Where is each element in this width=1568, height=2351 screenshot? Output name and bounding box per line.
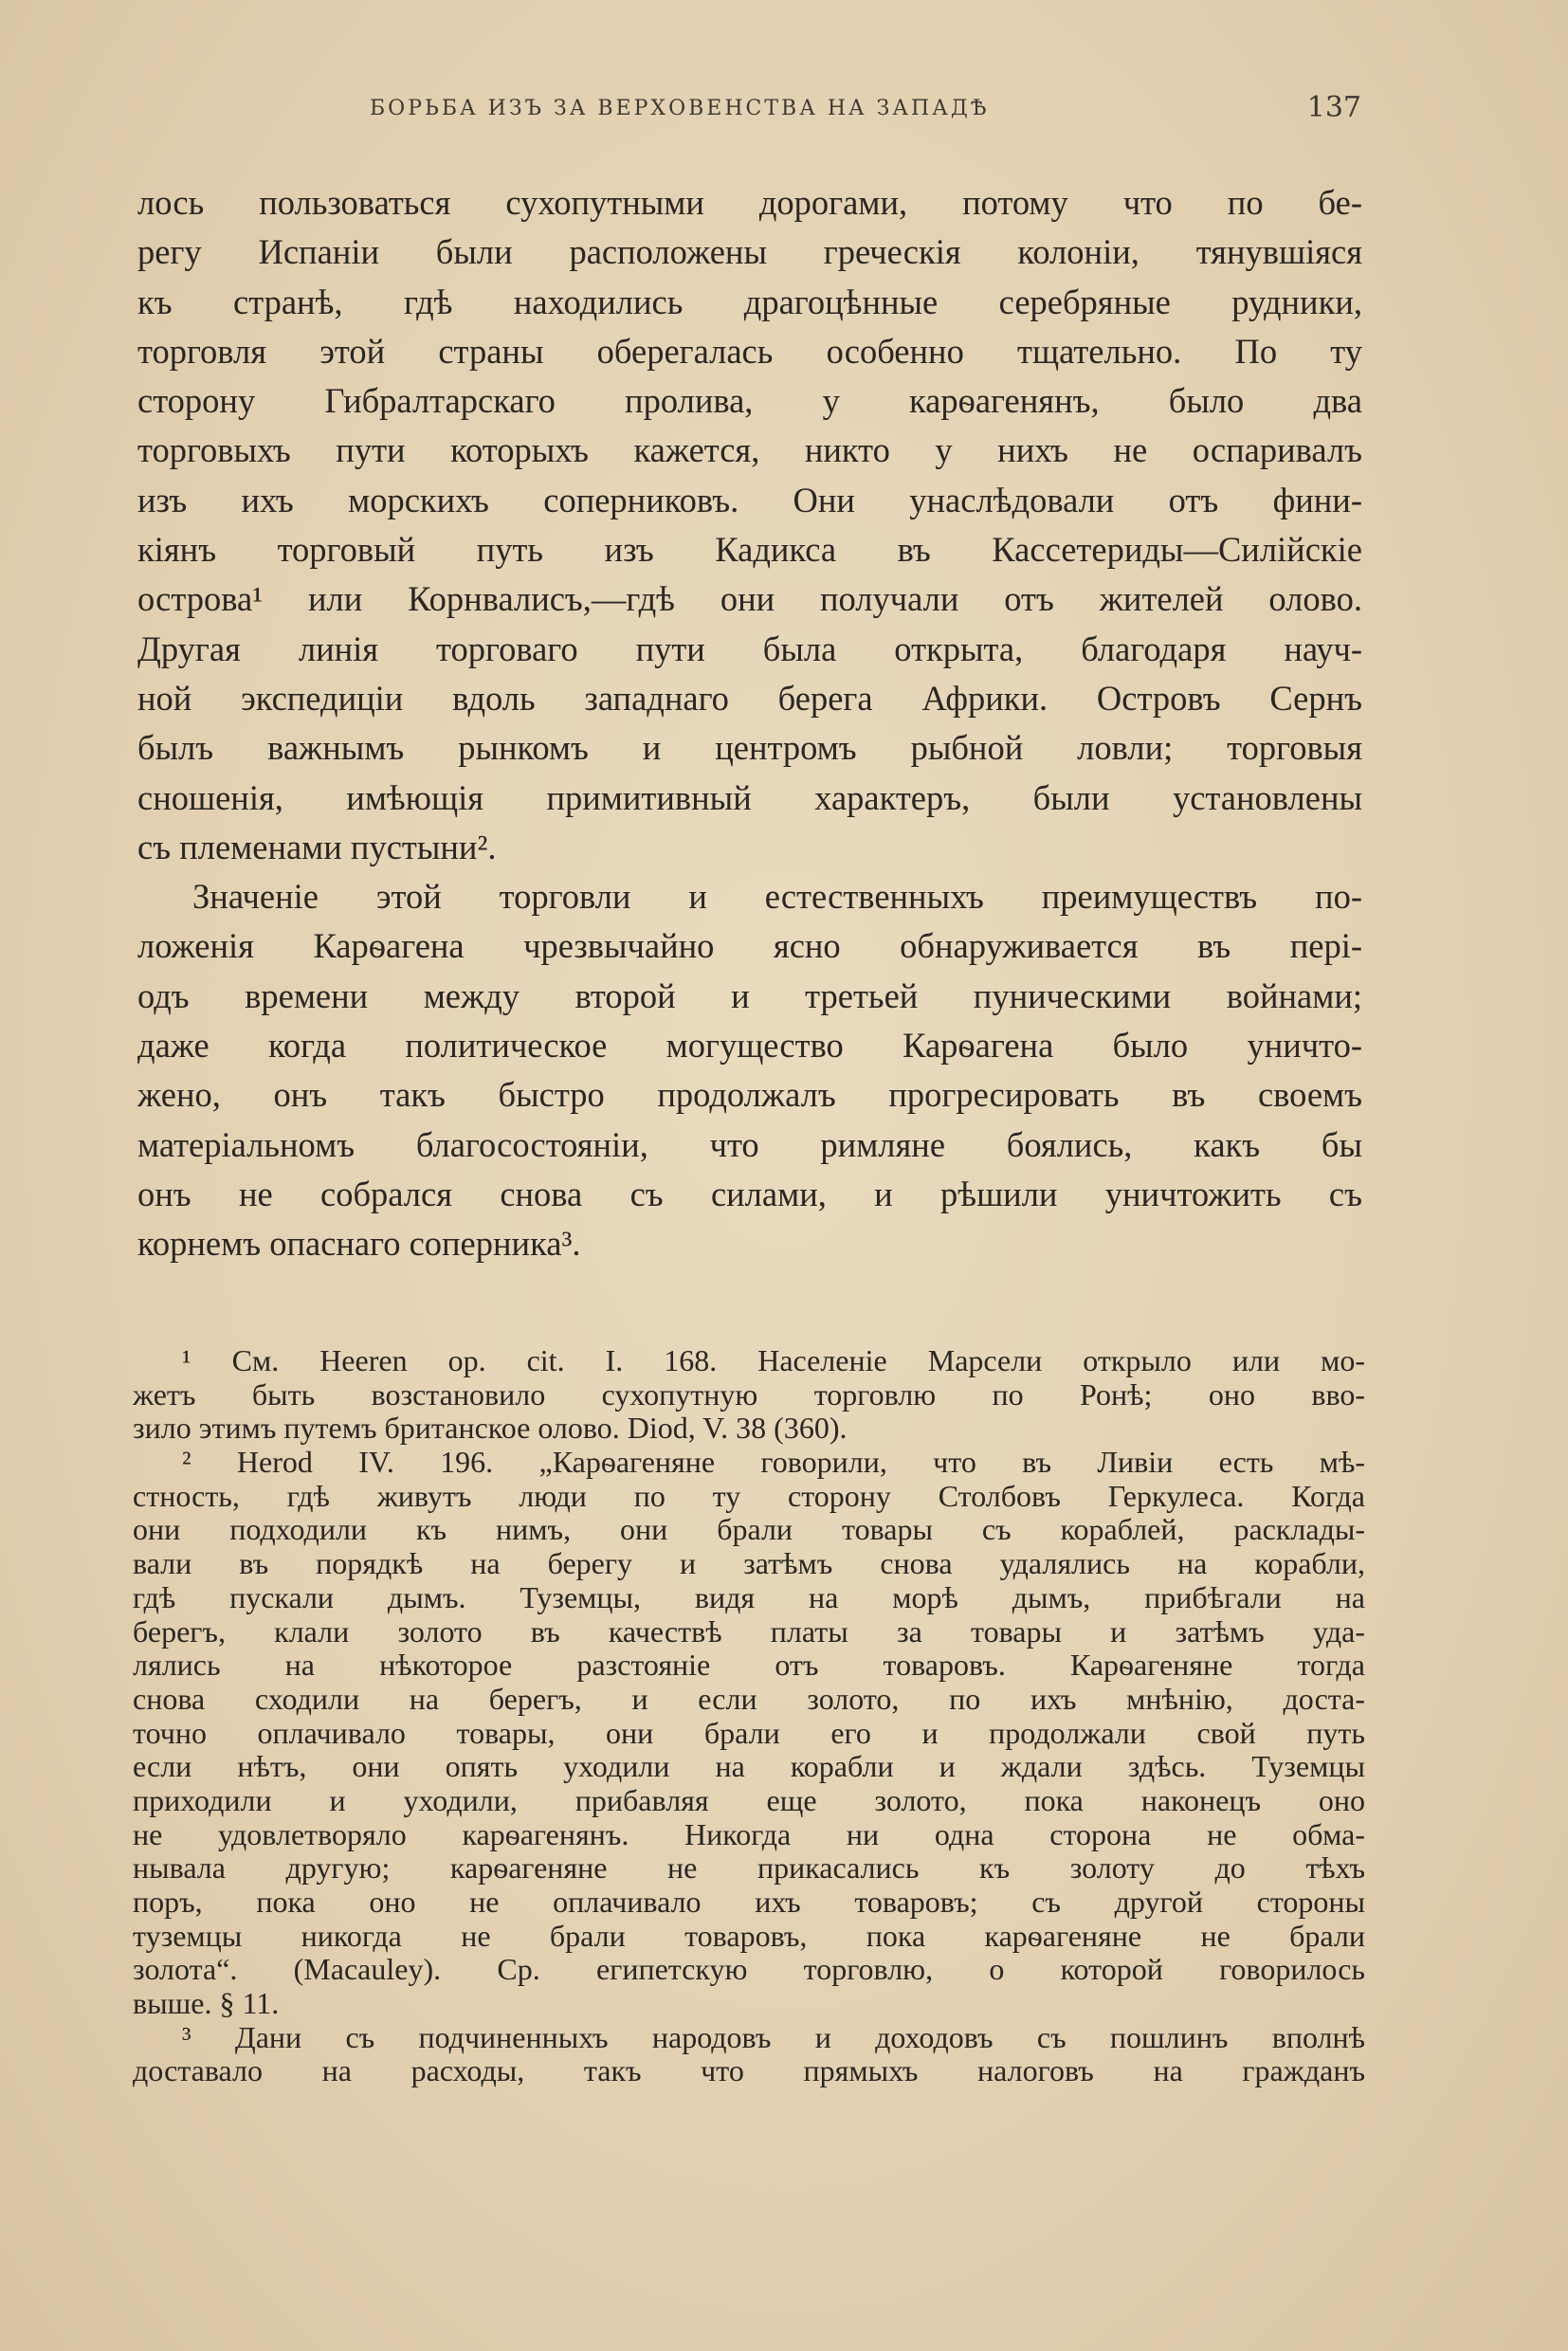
text-line: изъ ихъ морскихъ соперниковъ. Они унаслѣдовали отъ фини- — [137, 480, 1362, 519]
text-line: жено, онъ такъ быстро продолжалъ прогресировать въ своемъ — [137, 1075, 1362, 1115]
footnote-line: не удовлетворяло карѳагенянъ. Никогда ни одна сторона не обма- — [133, 1817, 1365, 1851]
text-line: лось пользоваться сухопутными дорогами, потому что по бе- — [137, 183, 1362, 222]
main-text — [137, 178, 1362, 1269]
footnote-line: снова сходили на берегъ, и если золото, по ихъ мнѣнію, доста- — [133, 1682, 1365, 1716]
footnote-line: жетъ быть возстановило сухопутную торговлю по Ронѣ; оно вво- — [133, 1377, 1365, 1412]
footnotes — [133, 1344, 1365, 2088]
footnote-line: ¹ См. Heeren op. cit. I. 168. Населеніе Марсели открыло или мо- — [182, 1344, 1365, 1377]
footnote-line: приходили и уходили, прибавляя еще золото, пока наконецъ оно — [133, 1783, 1365, 1817]
text-line: острова¹ или Корнвалисъ,—гдѣ они получали отъ жителей олово. — [137, 579, 1362, 619]
footnote-line: вали въ порядкѣ на берегу и затѣмъ снова удалялись на корабли, — [133, 1547, 1365, 1581]
text-line: Значеніе этой торговли и естественныхъ преимуществъ по- — [192, 877, 1362, 917]
footnote-line: берегъ, клали золото въ качествѣ платы за товары и затѣмъ уда- — [133, 1614, 1365, 1649]
footnote-line: если нѣтъ, они опять уходили на корабли и ждали здѣсь. Туземцы — [133, 1750, 1365, 1784]
footnote-line: выше. § 11. — [133, 1987, 280, 2021]
footnote-line: золота“. (Macauley). Ср. египетскую торговлю, о которой говорилось — [133, 1953, 1365, 1987]
text-line: онъ не собрался снова съ силами, и рѣшили уничтожить съ — [137, 1174, 1362, 1213]
running-head: БОРЬБА ИЗЪ ЗА ВЕРХОВЕНСТВА НА ЗАПАДѢ — [370, 97, 990, 120]
footnote-line: нывала другую; карѳагеняне не прикасались къ золоту до тѣхъ — [133, 1851, 1365, 1886]
text-line: сторону Гибралтарскаго пролива, у карѳагенянъ, было два — [137, 381, 1362, 421]
footnote-line: точно оплачивало товары, они брали его и продолжали свой путь — [133, 1716, 1365, 1750]
footnote-line: туземцы никогда не брали товаровъ, пока карѳагеняне не брали — [133, 1919, 1365, 1953]
text-line: даже когда политическое могущество Карѳагена было уничто- — [137, 1026, 1362, 1066]
text-line: ложенія Карѳагена чрезвычайно ясно обнаруживается въ пері- — [137, 926, 1362, 966]
text-line: регу Испаніи были расположены греческія колоніи, тянувшіяся — [137, 232, 1362, 272]
footnote-line: лялись на нѣкоторое разстояніе отъ товаровъ. Карѳагеняне тогда — [133, 1649, 1365, 1683]
text-line: былъ важнымъ рынкомъ и центромъ рыбной ловли; торговыя — [137, 728, 1362, 768]
footnote-line: поръ, пока оно не оплачивало ихъ товаровъ; съ другой стороны — [133, 1886, 1365, 1919]
footnote-line: зило этимъ путемъ британское олово. Diod, V. 38 (360). — [133, 1412, 848, 1446]
text-line: Другая линія торговаго пути была открыта, благодаря науч- — [137, 629, 1362, 668]
footnote-line: они подходили къ нимъ, они брали товары съ кораблей, расклады- — [133, 1513, 1365, 1547]
footnote-line: ² Herod IV. 196. „Карѳагеняне говорили, что въ Ливіи есть мѣ- — [182, 1446, 1365, 1480]
page-header — [142, 91, 1361, 133]
text-line: матеріальномъ благосостояніи, что римляне боялись, какъ бы — [137, 1124, 1362, 1164]
text-line: ной экспедиціи вдоль западнаго берега Африки. Островъ Сернъ — [137, 678, 1362, 718]
text-line: сношенія, имѣющія примитивный характеръ, были установлены — [137, 777, 1362, 817]
text-line: корнемъ опаснаго соперника³. — [137, 1224, 581, 1264]
text-line: съ племенами пустыни². — [137, 827, 497, 866]
footnote-line: ³ Дани съ подчиненныхъ народовъ и доходовъ съ пошлинъ вполнѣ — [182, 2020, 1365, 2054]
text-line: торговыхъ пути которыхъ кажется, никто у нихъ не оспаривалъ — [137, 430, 1362, 470]
text-line: торговля этой страны оберегалась особенно тщательно. По ту — [137, 331, 1362, 371]
text-line: кіянъ торговый путь изъ Кадикса въ Кассетериды—Силійскіе — [137, 530, 1362, 570]
footnote-line: гдѣ пускали дымъ. Туземцы, видя на морѣ дымъ, прибѣгали на — [133, 1580, 1365, 1614]
footnote-line: стность, гдѣ живутъ люди по ту сторону Столбовъ Геркулеса. Когда — [133, 1479, 1365, 1513]
footnote-line: доставало на расходы, такъ что прямыхъ налоговъ на гражданъ — [133, 2054, 1365, 2088]
text-line: одъ времени между второй и третьей пуническими войнами; — [137, 975, 1362, 1015]
text-line: къ странѣ, гдѣ находились драгоцѣнные серебряные рудники, — [137, 282, 1362, 321]
page-number: 137 — [1306, 91, 1361, 124]
